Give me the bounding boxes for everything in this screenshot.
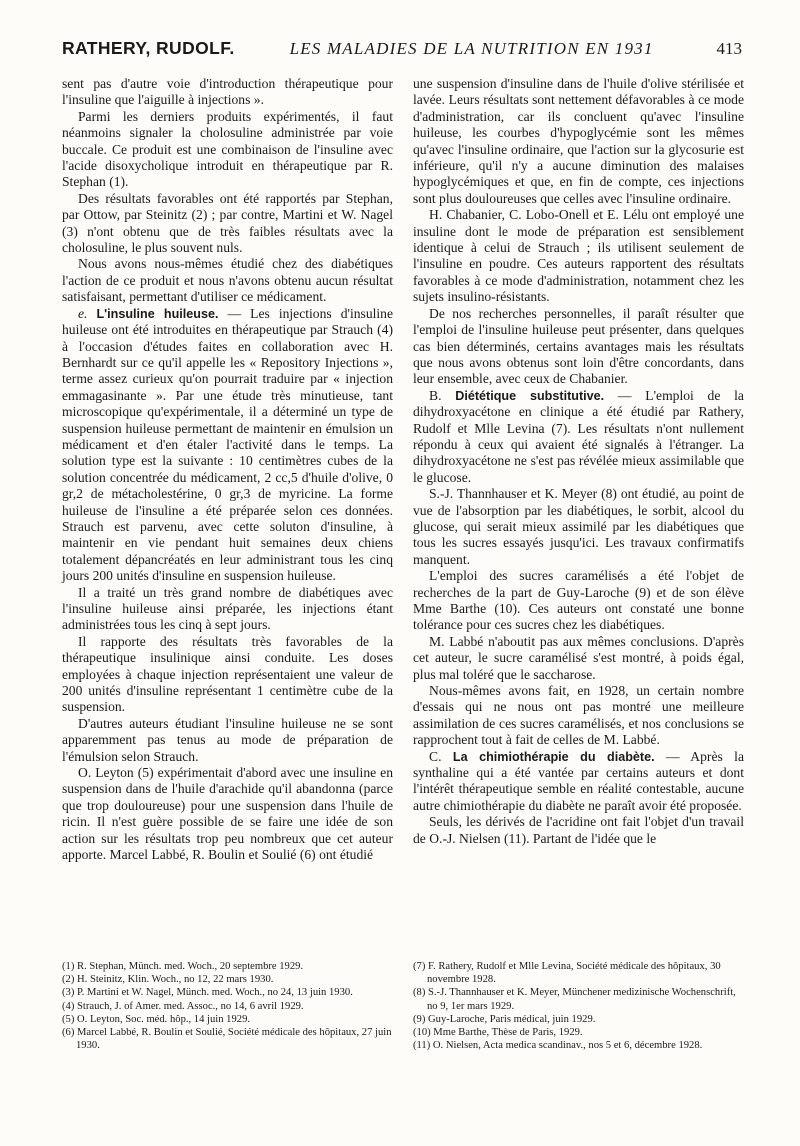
paragraph: M. Labbé n'aboutit pas aux mêmes conclusions. D'après cet auteur, le sucre caramélisé s'est montré, à poids égal, plus mal toléré que le saccharose. (413, 633, 744, 682)
paragraph: De nos recherches personnelles, il paraît résulter que l'emploi de l'insuline huileuse peut présenter, dans quelques cas bien déterminés, certains avantages mais les résultats que nous avons obtenus sont loin d'être concordants, dans leur ensemble, avec ceux de Chabanier. (413, 305, 744, 387)
section-c-dash: — (666, 748, 680, 764)
footnote: (7) F. Rathery, Rudolf et Mlle Levina, Société médicale des hôpitaux, 30 novembre 1928. (413, 961, 721, 986)
left-column (62, 76, 393, 864)
paragraph: sent pas d'autre voie d'introduction thérapeutique pour l'insuline que l'aiguille à injections ». (62, 76, 393, 108)
footnote: (10) Mme Barthe, Thèse de Paris, 1929. (413, 1027, 583, 1039)
book-page (62, 38, 744, 1052)
section-e-dash: — (227, 305, 242, 321)
paragraph: Nous avons nous-mêmes étudié chez des diabétiques l'action de ce produit et nous n'avons obtenu aucun résultat satisfaisant, permettant d'utiliser ce médicament. (62, 256, 393, 305)
section-e-marker: e. (78, 305, 88, 321)
page-number: 413 (716, 39, 742, 58)
paragraph: Il a traité un très grand nombre de diabétiques avec l'insuline huileuse ainsi préparée, les injections étant administrées tous les cinq à sept jours. (62, 584, 393, 633)
footnote: (5) O. Leyton, Soc. méd. hôp., 14 juin 1929. (62, 1013, 251, 1025)
section-c-text: Après la synthaline qui a été vantée par certains auteurs et dont l'intérêt thérapeutique semble en réalité contestable, aucune autre chimiothérapie du diabète ne paraît avoir été proposée. (413, 748, 744, 813)
footnotes-right (413, 960, 744, 1052)
paragraph: Des résultats favorables ont été rapportés par Stephan, par Ottow, par Steinitz (2) ; par contre, Martini et W. Nagel (3) n'ont obtenu que de très faibles résultats avec la cholosuline, le plus souvent nuls. (62, 190, 393, 256)
footnote: (6) Marcel Labbé, R. Boulin et Soulié, Société médicale des hôpitaux, 27 juin 1930. (62, 1027, 392, 1052)
paragraph: Il rapporte des résultats très favorables de la thérapeutique insulinique ainsi conduite. Les doses employées à chaque injection représentaient une valeur de 200 unités d'insuline représentant 1 centimètre cube de la suspension. (62, 633, 393, 715)
footnote: (1) R. Stephan, Münch. med. Woch., 20 septembre 1929. (62, 961, 304, 972)
paragraph: D'autres auteurs étudiant l'insuline huileuse ne se sont apparemment pas tenus au mode de préparation de l'émulsion selon Strauch. (62, 715, 393, 764)
section-c-marker: C. (429, 748, 442, 764)
paragraph: Nous-mêmes avons fait, en 1928, un certain nombre d'essais qui ne nous ont pas montré une meilleure assimilation de ces sucres caramélisés, et nos conclusions se rapprochent tout à fait de celles de M. Labbé. (413, 683, 744, 748)
footnotes-left (62, 960, 393, 1052)
right-column (413, 76, 744, 847)
header-title: LES MALADIES DE LA NUTRITION EN 1931 (289, 39, 654, 58)
section-e-paragraph (62, 306, 393, 585)
paragraph: H. Chabanier, C. Lobo-Onell et E. Lélu ont employé une insuline dont le mode de préparation est sensiblement identique à celui de Strauch ; ils utilisent seulement de l'insuline en poudre. Ces auteurs rapportent des résultats favorables à ce mode d'administration, notamment chez les sujets insulino-résistants. (413, 207, 744, 305)
paragraph: O. Leyton (5) expérimentait d'abord avec une insuline en suspension dans de l'huile d'arachide qu'il abandonna (parce que trop douloureuse) pour une suspension dans l'huile de ricin. Il n'est guère possible de se faire une idée de son action sur les résultats trop peu nombreux que cet auteur apporte. Marcel Labbé, R. Boulin et Soulié (6) ont étudié (62, 765, 393, 863)
footnote: (8) S.-J. Thannhauser et K. Meyer, Münchener medizinische Wochenschrift, no 9, 1er mars 1929. (413, 987, 736, 1012)
footnote: (4) Strauch, J. of Amer. med. Assoc., no 14, 6 avril 1929. (62, 1000, 304, 1012)
paragraph: Parmi les derniers produits expérimentés, il faut néanmoins signaler la cholosuline administrée par voie buccale. Ce produit est une combinaison de l'insuline avec l'acide disoxycholique introduit en thérapeutique par R. Stephan (1). (62, 108, 393, 190)
section-c-heading: La chimiothérapie du diabète. (452, 749, 655, 764)
section-c-paragraph (413, 749, 744, 815)
section-b-dash: — (617, 387, 632, 403)
paragraph: une suspension d'insuline dans de l'huile d'olive stérilisée et lavée. Leurs résultats sont nettement défavorables à ce mode d'administration, car ils concluent qu'avec l'insuline huileuse, les courbes d'hypoglycémie sont les mêmes qu'avec l'insuline ordinaire, que l'action sur la glycosurie est inférieure, qu'il n'y a aucune diminution des malaises hypoglycémiques et que, en fin de compte, ces injections sont plus douloureuses que celles avec l'insuline ordinaire. (413, 76, 744, 206)
section-e-text: Les injections d'insuline huileuse ont été introduites en thérapeutique par Strauch (4) à l'occasion d'études faites en collaboration avec H. Bernhardt sur ce qu'il appelle les « Repository Injections », terme assez curieux qu'on pourrait traduire par « injection emmagasinante ». Par une étude très minutieuse, tant microscopique qu'expérimentale, il a déterminé un type de suspension huileuse permettant de maintenir en émulsion un médicament et d'en étaler l'activité dans le temps. La solution type est la suivante : 10 centimètres cubes de la solution concentrée du médicament, 2 cc,5 d'huile d'olive, 0 gr,2 de métacholestérine, 0 gr,3 de myricine. La forme huileuse de l'insuline a été préparée selon ces données. Strauch est parvenu, avec cette soluton d'insuline, à maintenir en vie pendant huit semaines deux chiens totalement dépancréatés en leur administrant tous les cinq jours 200 unités d'insuline en suspension huileuse. (62, 305, 394, 584)
footnote: (9) Guy-Laroche, Paris médical, juin 1929. (413, 1013, 596, 1025)
paragraph: L'emploi des sucres caramélisés a été l'objet de recherches de la part de Guy-Laroche (9) et de son élève Mme Barthe (10). Ces auteurs ont constaté une bonne tolérance pour ces sucres chez les diabétiques. (413, 568, 744, 633)
paragraph: S.-J. Thannhauser et K. Meyer (8) ont étudié, au point de vue de l'absorption par les diabétiques, le sorbit, alcool du glucose, qui serait mieux assimilé par les diabétiques que tous les sucres essayés jusqu'ici. Les travaux confirmatifs manquent. (413, 486, 744, 567)
section-e-heading: L'insuline huileuse. (96, 306, 219, 321)
section-b-paragraph (413, 388, 744, 486)
footnote: (3) P. Martini et W. Nagel, Münch. med. Woch., no 24, 13 juin 1930. (62, 987, 353, 999)
running-header (62, 38, 742, 59)
header-author: RATHERY, RUDOLF. (62, 38, 235, 58)
body-columns (62, 76, 742, 1001)
footnote: (11) O. Nielsen, Acta medica scandinav., nos 5 et 6, décembre 1928. (413, 1040, 703, 1052)
section-b-text: L'emploi de la dihydroxyacétone en clinique a été étudié par Rathery, Rudolf et Mlle Levina (7). Les résultats n'ont nullement répondu à ceux qui avaient été signalés à l'étranger. La dihydroxyacétone ne s'est pas révélée mieux assimilable que le glucose. (413, 387, 744, 485)
footnote: (2) H. Steinitz, Klin. Woch., no 12, 22 mars 1930. (62, 974, 274, 986)
section-b-marker: B. (429, 387, 442, 403)
paragraph: Seuls, les dérivés de l'acridine ont fait l'objet d'un travail de O.-J. Nielsen (11). Partant de l'idée que le (413, 814, 744, 846)
section-b-heading: Diététique substitutive. (455, 388, 605, 403)
